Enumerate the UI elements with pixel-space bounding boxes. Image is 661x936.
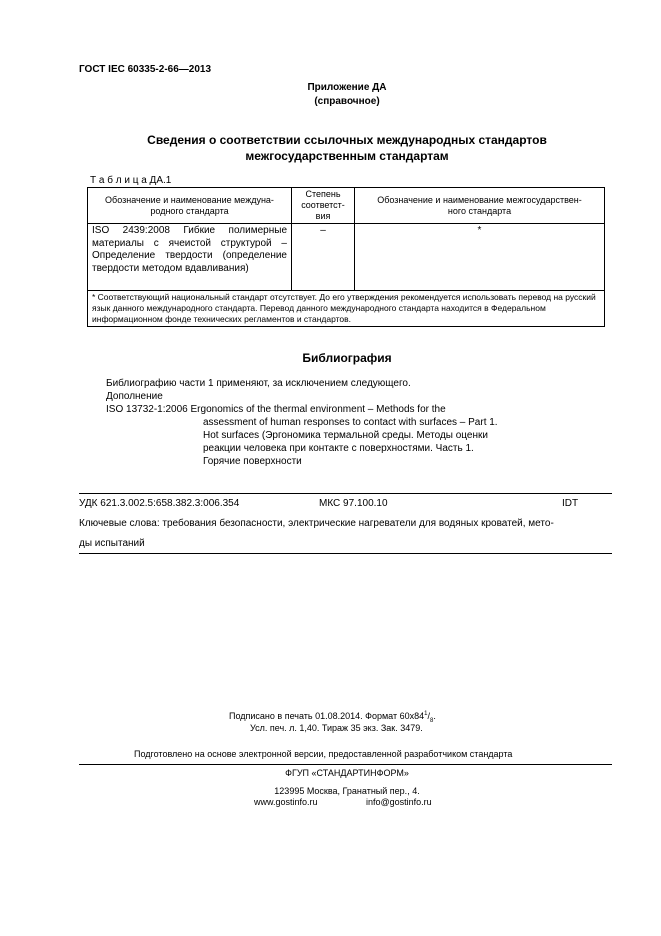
signed-prefix: Подписано в печать 01.08.2014. Формат 60х84: [229, 711, 425, 721]
standard-code-header: ГОСТ IEC 60335-2-66—2013: [79, 64, 212, 75]
header-national-line2: ного стандарта: [447, 205, 512, 216]
header-degree: [292, 188, 355, 224]
bibliography-ref-line5: Горячие поверхности: [203, 456, 302, 467]
publisher-name: ФГУП «СТАНДАРТИНФОРМ»: [285, 768, 409, 778]
print-details: Усл. печ. л. 1,40. Тираж 35 экз. Зак. 3479.: [250, 723, 423, 733]
table-header-row: [88, 188, 605, 224]
header-intl-line2: родного стандарта: [150, 205, 229, 216]
keywords-line1: Ключевые слова: требования безопасности, электрические нагреватели для водяных кроватей, мето-: [79, 518, 554, 529]
header-degree-line2: соответст-: [301, 200, 345, 210]
idt-label: IDT: [562, 498, 579, 509]
annex-title: Приложение ДА: [307, 82, 387, 93]
format-sub: 8: [429, 717, 434, 724]
bibliography-ref-line2: assessment of human responses to contact with surfaces – Part 1.: [203, 417, 498, 428]
bibliography-ref-line3: Hot surfaces (Эргономика термальной среды. Методы оценки: [203, 430, 488, 441]
cell-degree: –: [292, 224, 355, 291]
main-title-line2: межгосударственным стандартам: [245, 149, 449, 163]
header-intl-standard: [88, 188, 292, 224]
table-caption: Т а б л и ц а ДА.1: [90, 175, 172, 186]
table-footnote: * Соответствующий национальный стандарт отсутствует. До его утверждения рекомендуется использовать перевод на русский язык данного международного стандарта. Перевод данного международного стандарта находится в Федеральном информационном фонде технических регламентов и стандартов.: [88, 291, 605, 327]
header-degree-line1: Степень: [305, 189, 341, 199]
format-sup: 1: [424, 711, 428, 717]
divider-imprint: [79, 764, 612, 765]
header-national-standard: [355, 188, 605, 224]
publisher-email[interactable]: info@gostinfo.ru: [366, 797, 432, 807]
publisher-website[interactable]: www.gostinfo.ru: [254, 797, 318, 807]
signed-suffix: .: [433, 711, 436, 721]
annex-subtitle: (справочное): [314, 96, 380, 107]
header-intl-line1: Обозначение и наименование междуна-: [105, 194, 274, 205]
mks-code: МКС 97.100.10: [319, 498, 388, 509]
bibliography-addition: Дополнение: [106, 391, 163, 402]
udk-code: УДК 621.3.002.5:658.382.3:006.354: [79, 498, 240, 509]
table-row: [88, 224, 605, 291]
bibliography-title: Библиография: [302, 351, 392, 365]
main-title-line1: Сведения о соответствии ссылочных международных стандартов: [147, 133, 547, 147]
bibliography-ref-line1: ISO 13732-1:2006 Ergonomics of the thermal environment – Methods for the: [106, 404, 446, 415]
divider-top: [79, 493, 612, 494]
signed-to-print: Подписано в печать 01.08.2014. Формат $60х84^1/_8$.: [229, 711, 436, 724]
cell-intl-standard: ISO 2439:2008 Гибкие полимерные материалы с ячеистой структурой – Определение твердости (определение твердости методом вдавливания): [88, 224, 292, 291]
publisher-address: 123995 Москва, Гранатный пер., 4.: [274, 786, 420, 796]
bibliography-ref-line4: реакции человека при контакте с поверхностями. Часть 1.: [203, 443, 474, 454]
correspondence-table: [87, 187, 605, 327]
table-footnote-row: [88, 291, 605, 327]
bibliography-intro: Библиографию части 1 применяют, за исключением следующего.: [106, 378, 411, 389]
cell-national-standard: *: [355, 224, 605, 291]
keywords-line2: ды испытаний: [79, 538, 145, 549]
divider-bottom: [79, 553, 612, 554]
prepared-note: Подготовлено на основе электронной версии, предоставленной разработчиком стандарта: [134, 749, 513, 759]
header-degree-line3: вия: [315, 211, 331, 221]
header-national-line1: Обозначение и наименование межгосударствен-: [377, 194, 582, 205]
